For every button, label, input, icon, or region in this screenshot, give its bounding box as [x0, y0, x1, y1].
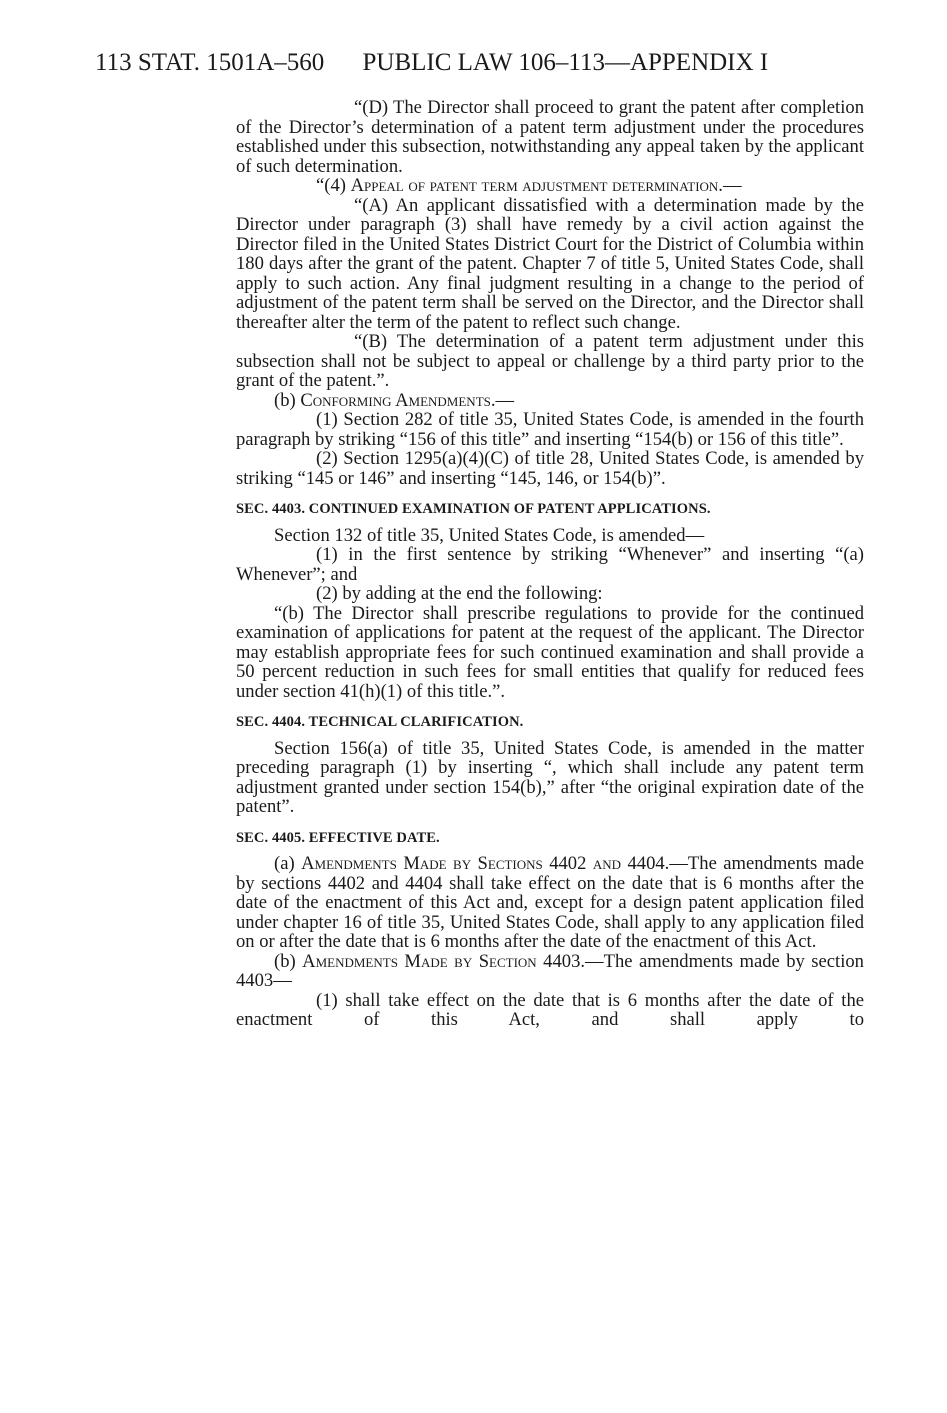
section-4405-b [236, 952, 864, 991]
statute-citation: 113 STAT. 1501A–560 [95, 49, 325, 76]
section-4405-a-title: Amendments Made by Sections 4402 and 4404. [301, 853, 670, 874]
section-4403-quote: “(b) The Director shall prescribe regulations to provide for the continued examination of applications for patent at the request of the applicant. The Director may establish appropriate fees for such continued examination and shall provide a 50 percent reduction in such fees for small entities that qualify for reduced fees under section 41(h)(1) of this title.”. [236, 602, 864, 702]
paragraph-d: “(D) The Director shall proceed to grant the patent after completion of the Director’s determination of a patent term adjustment under the procedures established under this subsection, notwithstanding any appeal taken by the applicant of such determination. [236, 97, 864, 177]
conforming-dash: — [495, 389, 515, 411]
page-header [95, 48, 768, 78]
paragraph-4-dash: — [722, 175, 742, 196]
conforming-amendments-heading [236, 391, 864, 411]
section-4403-heading: SEC. 4403. CONTINUED EXAMINATION OF PATENT APPLICATIONS. [236, 501, 711, 517]
section-4405-b-item-1: (1) shall take effect on the date that is 6 months after the date of the enactment of this Act, and shall apply to [236, 989, 864, 1030]
paragraph-4-number: “(4) [316, 175, 351, 196]
section-4405-a-number: (a) [274, 853, 302, 874]
section-4405-b-title: Amendments Made by Section 4403. [302, 950, 586, 972]
section-4404-heading: SEC. 4404. TECHNICAL CLARIFICATION. [236, 714, 524, 730]
section-4403-intro: Section 132 of title 35, United States Code, is amended— [274, 524, 705, 546]
section-4405-b-number: (b) [274, 950, 303, 972]
conforming-number: (b) [274, 389, 301, 411]
section-4405-b-text: —The amendments made by section 4403— [236, 950, 864, 991]
section-4405-a [236, 854, 864, 952]
document-body [236, 98, 864, 1030]
section-4405-a-text: —The amendments made by sections 4402 and 4404 shall take effect on the date that is 6 months after the date of the enactment of this Act and, except for a design patent application filed under chapter 16 of title 35, United States Code, shall apply to any application filed on or after the date that is 6 months after the date of the enactment of this Act. [236, 853, 864, 952]
public-law-title: PUBLIC LAW 106–113—APPENDIX I [362, 49, 769, 76]
paragraph-a: “(A) An applicant dissatisfied with a determination made by the Director under paragraph (3) shall have remedy by a civil action against the Director filed in the United States District Court for the District of Columbia within 180 days after the grant of the patent. Chapter 7 of title 5, United States Code, shall apply to such action. Any final judgment resulting in a change to the period of adjustment of the patent term shall be served on the Director, and the Director shall thereafter alter the term of the patent to reflect such change. [236, 194, 864, 333]
conforming-item-1: (1) Section 282 of title 35, United States Code, is amended in the fourth paragraph by striking “156 of this title” and inserting “154(b) or 156 of this title”. [236, 409, 864, 450]
section-4403-item-1: (1) in the first sentence by striking “Whenever” and inserting “(a) Whenever”; and [236, 544, 864, 585]
paragraph-4-heading [236, 176, 864, 196]
conforming-item-2: (2) Section 1295(a)(4)(C) of title 28, United States Code, is amended by striking “145 or 146” and inserting “145, 146, or 154(b)”. [236, 448, 864, 489]
section-4404-text: Section 156(a) of title 35, United States Code, is amended in the matter preceding paragraph (1) by inserting “, which shall include any patent term adjustment granted under section 154(b),” after “the original expiration date of the patent”. [236, 737, 864, 817]
paragraph-b: “(B) The determination of a patent term adjustment under this subsection shall not be subject to appeal or challenge by a third party prior to the grant of the patent.”. [236, 331, 864, 391]
section-4403-item-2: (2) by adding at the end the following: [316, 583, 603, 604]
section-4405-heading: SEC. 4405. EFFECTIVE DATE. [236, 829, 440, 846]
paragraph-4-title: Appeal of patent term adjustment determination. [350, 175, 723, 196]
conforming-title: Conforming Amendments. [300, 389, 496, 411]
